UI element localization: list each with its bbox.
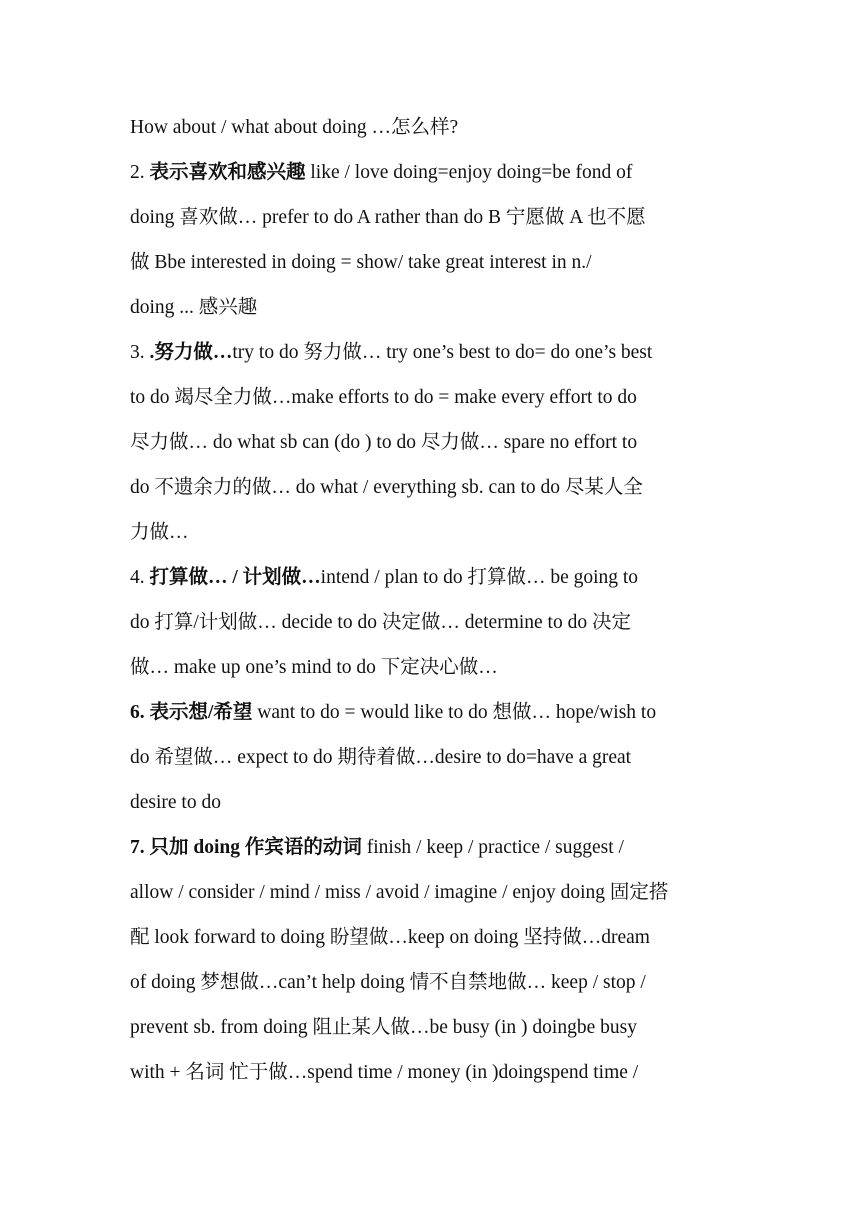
bold-text-run: 表示喜欢和感兴趣 — [149, 162, 306, 183]
text-run: 2. — [130, 162, 150, 183]
text-run: desire to do — [130, 792, 221, 813]
text-run: prevent sb. from doing 阻止某人做…be busy (in ) doingbe busy — [130, 1017, 637, 1038]
text-run: of doing 梦想做…can’t help doing 情不自禁地做… keep / stop / — [130, 972, 646, 993]
text-line — [130, 240, 730, 285]
text-run: intend / plan to do 打算做… be going to — [320, 567, 639, 588]
text-run: 4. — [130, 567, 150, 588]
text-line — [130, 150, 730, 195]
text-line — [130, 915, 730, 960]
text-run: do 希望做… expect to do 期待着做…desire to do=have a great — [130, 747, 632, 768]
text-line — [130, 555, 730, 600]
text-line — [130, 420, 730, 465]
text-run: allow / consider / mind / miss / avoid / imagine / enjoy doing 固定搭 — [130, 882, 669, 903]
text-run: like / love doing=enjoy doing=be fond of — [305, 162, 633, 183]
bold-text-run: 打算做… / 计划做… — [149, 567, 321, 588]
text-line — [130, 735, 730, 780]
text-line — [130, 1050, 730, 1095]
text-line — [130, 285, 730, 330]
text-run: finish / keep / practice / suggest / — [361, 837, 624, 858]
text-run: 做 Bbe interested in doing = show/ take great interest in n./ — [130, 252, 592, 273]
text-line — [130, 1005, 730, 1050]
text-line — [130, 780, 730, 825]
bold-text-run: .努力做… — [149, 342, 233, 363]
text-line — [130, 825, 730, 870]
text-run: 力做… — [130, 522, 189, 543]
text-line — [130, 510, 730, 555]
text-run: 尽力做… do what sb can (do ) to do 尽力做… spare no effort to — [130, 432, 638, 453]
text-run: do 打算/计划做… decide to do 决定做… determine to do 决定 — [130, 612, 631, 633]
text-run: with + 名词 忙于做…spend time / money (in )doingspend time / — [130, 1062, 639, 1083]
text-line — [130, 195, 730, 240]
text-line — [130, 465, 730, 510]
text-run: 做… make up one’s mind to do 下定决心做… — [130, 657, 498, 678]
text-run: to do 竭尽全力做…make efforts to do = make every effort to do — [130, 387, 637, 408]
bold-text-run: 6. 表示想/希望 — [130, 702, 253, 723]
text-line — [130, 330, 730, 375]
text-run: doing 喜欢做… prefer to do A rather than do B 宁愿做 A 也不愿 — [130, 207, 646, 228]
text-run: 3. — [130, 342, 150, 363]
text-run: try to do 努力做… try one’s best to do= do one’s best — [232, 342, 653, 363]
text-line — [130, 960, 730, 1005]
text-line — [130, 600, 730, 645]
text-line — [130, 870, 730, 915]
text-run: 配 look forward to doing 盼望做…keep on doing 坚持做…dream — [130, 927, 650, 948]
document-body — [130, 105, 730, 1095]
text-run: do 不遗余力的做… do what / everything sb. can to do 尽某人全 — [130, 477, 643, 498]
text-line — [130, 690, 730, 735]
text-run: doing ... 感兴趣 — [130, 297, 258, 318]
text-line — [130, 645, 730, 690]
text-run: want to do = would like to do 想做… hope/wish to — [252, 702, 657, 723]
text-run: How about / what about doing …怎么样? — [130, 117, 459, 138]
text-line — [130, 105, 730, 150]
bold-text-run: 7. 只加 doing 作宾语的动词 — [130, 837, 362, 858]
text-line — [130, 375, 730, 420]
